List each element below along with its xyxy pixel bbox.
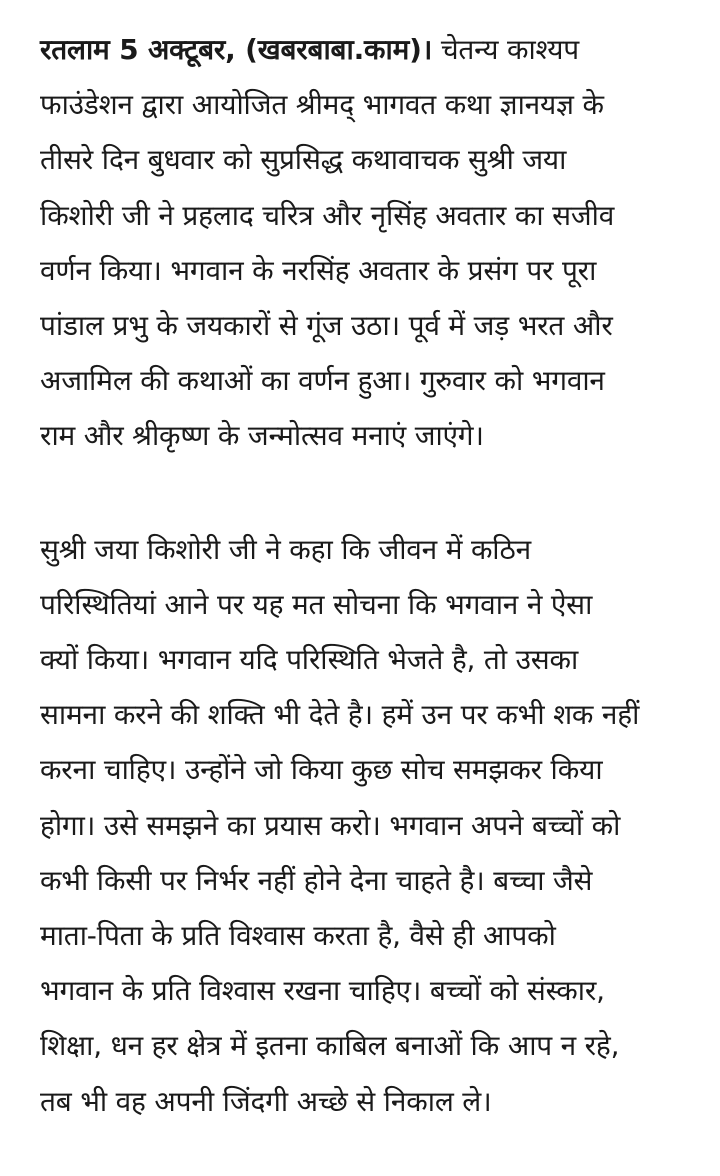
paragraph-line: भगवान के प्रति विश्वास रखना चाहिए। बच्चों को संस्कार, bbox=[40, 974, 605, 1008]
paragraph-line bbox=[40, 22, 702, 77]
paragraph-line: पांडाल प्रभु के जयकारों से गूंज उठा। पूर्व में जड़ भरत और bbox=[40, 309, 613, 343]
paragraph-line: तब भी वह अपनी जिंदगी अच्छे से निकाल ले। bbox=[40, 1084, 492, 1118]
paragraph-line: परिस्थितियां आने पर यह मत सोचना कि भगवान ने ऐसा bbox=[40, 587, 593, 621]
paragraph-line: राम और श्रीकृष्ण के जन्मोत्सव मनाएं जाएंगे। bbox=[40, 419, 484, 453]
news-article bbox=[40, 22, 702, 1129]
paragraph-line: फाउंडेशन द्वारा आयोजित श्रीमद् भागवत कथा ज्ञानयज्ञ के bbox=[40, 88, 604, 122]
dateline-continuation: चेतन्य काश्यप bbox=[432, 33, 579, 66]
paragraph-line: किशोरी जी ने प्रहलाद चरित्र और नृसिंह अवतार का सजीव bbox=[40, 198, 615, 232]
paragraph-line: होगा। उसे समझने का प्रयास करो। भगवान अपने बच्चों को bbox=[40, 808, 621, 842]
paragraph-line: शिक्षा, धन हर क्षेत्र में इतना काबिल बनाओं कि आप न रहे, bbox=[40, 1029, 620, 1063]
paragraph-line: माता-पिता के प्रति विश्वास करता है, वैसे ही आपको bbox=[40, 919, 556, 953]
paragraph-line: कभी किसी पर निर्भर नहीं होने देना चाहते है। बच्चा जैसे bbox=[40, 863, 593, 897]
article-paragraph-2 bbox=[40, 522, 702, 1129]
article-paragraph-1 bbox=[40, 22, 702, 464]
dateline: रतलाम 5 अक्टूबर, (खबरबाबा.काम)। bbox=[40, 33, 433, 66]
paragraph-line: तीसरे दिन बुधवार को सुप्रसिद्ध कथावाचक सुश्री जया bbox=[40, 143, 567, 177]
paragraph-line: करना चाहिए। उन्होंने जो किया कुछ सोच समझकर किया bbox=[40, 753, 603, 787]
paragraph-line: सुश्री जया किशोरी जी ने कहा कि जीवन में कठिन bbox=[40, 532, 531, 566]
paragraph-line: अजामिल की कथाओं का वर्णन हुआ। गुरुवार को भगवान bbox=[40, 364, 605, 398]
paragraph-line: सामना करने की शक्ति भी देते है। हमें उन पर कभी शक नहीं bbox=[40, 698, 640, 732]
paragraph-spacer bbox=[40, 464, 702, 522]
paragraph-line: क्यों किया। भगवान यदि परिस्थिति भेजते है, तो उसका bbox=[40, 643, 579, 677]
paragraph-line: वर्णन किया। भगवान के नरसिंह अवतार के प्रसंग पर पूरा bbox=[40, 253, 597, 287]
